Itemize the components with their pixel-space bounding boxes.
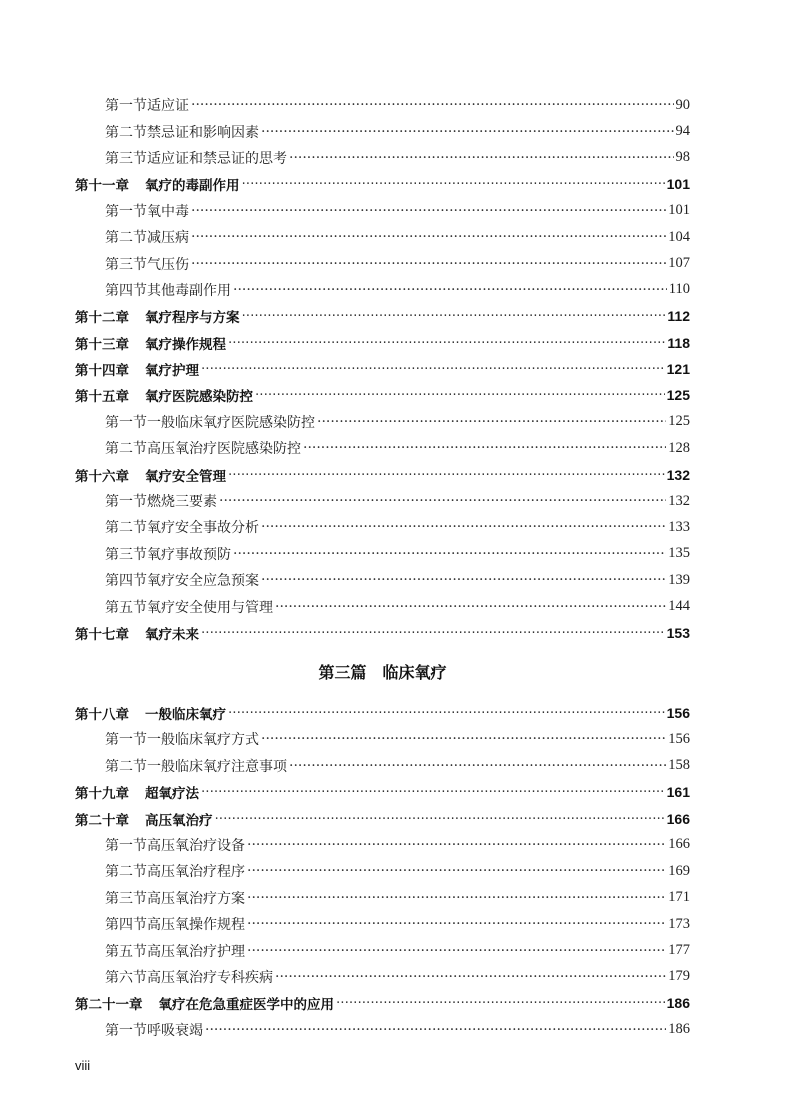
toc-section-entry[interactable]	[75, 726, 690, 752]
dot-leader	[242, 308, 666, 324]
toc-section-entry[interactable]	[75, 832, 690, 858]
entry-label: 第一节	[105, 837, 147, 854]
entry-title: 氧疗安全事故分析	[147, 520, 259, 537]
toc-section-entry[interactable]	[75, 937, 690, 963]
entry-title: 高压氧操作规程	[147, 917, 245, 934]
toc-section-entry[interactable]	[75, 753, 690, 779]
entry-title: 氧疗安全管理	[145, 468, 226, 485]
entry-page-number: 125	[668, 413, 690, 430]
entry-label: 第二节	[105, 124, 147, 141]
entry-label: 第三节	[105, 150, 147, 167]
entry-label: 第六节	[105, 969, 147, 986]
entry-page-number: 186	[666, 995, 690, 1012]
toc-section-entry[interactable]	[75, 911, 690, 937]
entry-page-number: 133	[668, 518, 690, 535]
entry-page-number: 94	[675, 123, 690, 140]
dot-leader	[228, 467, 665, 483]
entry-label: 第十三章	[75, 336, 129, 353]
entry-label: 第二节	[105, 230, 147, 247]
toc-section-entry[interactable]	[75, 885, 690, 911]
dot-leader	[289, 150, 674, 166]
toc-chapter-entry[interactable]	[75, 356, 690, 382]
entry-title: 气压伤	[147, 256, 189, 273]
toc-section-entry[interactable]	[75, 409, 690, 435]
entry-page-number: 179	[668, 968, 690, 985]
toc-section-entry[interactable]	[75, 277, 690, 303]
entry-label: 第三节	[105, 256, 147, 273]
entry-page-number: 101	[668, 202, 690, 219]
entry-title: 氧疗医院感染防控	[145, 389, 253, 406]
dot-leader	[191, 256, 666, 272]
entry-page-number: 177	[668, 942, 690, 958]
entry-title: 呼吸衰竭	[147, 1022, 203, 1039]
entry-label: 第一节	[105, 1022, 147, 1039]
entry-title: 一般临床氧疗注意事项	[147, 758, 287, 775]
toc-section-entry[interactable]	[75, 1016, 690, 1042]
entry-page-number: 153	[666, 625, 690, 641]
entry-label: 第四节	[105, 573, 147, 590]
entry-label: 第三节	[105, 546, 147, 563]
entry-label: 第一节	[105, 732, 147, 749]
entry-title: 减压病	[147, 230, 189, 247]
entry-page-number: 171	[668, 889, 690, 906]
dot-leader	[215, 811, 665, 827]
entry-page-number: 186	[668, 1021, 690, 1038]
dot-leader	[261, 731, 666, 747]
entry-page-number: 107	[668, 255, 690, 272]
dot-leader	[275, 599, 666, 615]
entry-label: 第十六章	[75, 468, 129, 485]
dot-leader	[228, 335, 665, 351]
entry-label: 第二十一章	[75, 997, 143, 1014]
entry-title: 一般临床氧疗医院感染防控	[147, 414, 315, 431]
entry-label: 第一节	[105, 98, 147, 115]
entry-page-number: 101	[666, 176, 690, 193]
entry-page-number: 169	[668, 862, 690, 879]
toc-section-entry[interactable]	[75, 541, 690, 567]
dot-leader	[247, 863, 666, 879]
dot-leader	[233, 282, 667, 298]
entry-label: 第十一章	[75, 178, 129, 195]
dot-leader	[201, 361, 665, 377]
entry-page-number: 104	[668, 228, 690, 245]
entry-label: 第四节	[105, 282, 147, 299]
toc-chapter-entry[interactable]	[75, 303, 690, 329]
entry-title: 一般临床氧疗	[145, 706, 226, 723]
entry-title: 其他毒副作用	[147, 282, 231, 299]
toc-list-part-two	[75, 92, 690, 646]
toc-section-entry[interactable]	[75, 92, 690, 118]
dot-leader	[303, 440, 666, 456]
entry-title: 超氧疗法	[145, 786, 199, 803]
entry-page-number: 90	[675, 96, 690, 113]
dot-leader	[247, 890, 666, 906]
toc-section-entry[interactable]	[75, 567, 690, 593]
entry-page-number: 144	[668, 598, 690, 615]
entry-page-number: 112	[667, 308, 690, 325]
toc-chapter-entry[interactable]	[75, 990, 690, 1016]
entry-page-number: 166	[668, 836, 690, 853]
dot-leader	[201, 625, 665, 641]
entry-label: 第二节	[105, 441, 147, 458]
entry-label: 第十七章	[75, 627, 129, 643]
dot-leader	[233, 546, 666, 562]
entry-title: 高压氧治疗程序	[147, 864, 245, 881]
entry-page-number: 166	[666, 810, 690, 827]
entry-page-number: 98	[675, 149, 690, 166]
page-number-folio: viii	[75, 1058, 91, 1073]
part-label: 第三篇	[318, 662, 367, 682]
entry-label: 第三节	[105, 890, 147, 907]
entry-label: 第二节	[105, 520, 147, 537]
entry-label: 第十四章	[75, 363, 129, 380]
dot-leader	[317, 414, 666, 430]
dot-leader	[275, 969, 666, 985]
toc-chapter-entry[interactable]	[75, 171, 690, 197]
entry-page-number: 173	[668, 915, 690, 932]
toc-section-entry[interactable]	[75, 198, 690, 224]
entry-label: 第二节	[105, 864, 147, 881]
toc-chapter-entry[interactable]	[75, 330, 690, 356]
toc-section-entry[interactable]	[75, 224, 690, 250]
dot-leader	[247, 943, 666, 959]
entry-page-number: 161	[666, 784, 690, 801]
dot-leader	[261, 519, 666, 535]
table-of-contents	[75, 92, 690, 1043]
dot-leader	[336, 995, 665, 1011]
dot-leader	[247, 837, 666, 853]
entry-label: 第二十章	[75, 812, 129, 829]
entry-label: 第一节	[105, 414, 147, 431]
entry-page-number: 132	[666, 466, 690, 483]
entry-title: 氧疗程序与方案	[145, 310, 240, 327]
entry-title: 氧疗安全应急预案	[147, 573, 259, 590]
toc-section-entry[interactable]	[75, 964, 690, 990]
entry-title: 氧中毒	[147, 203, 189, 220]
dot-leader	[201, 784, 665, 800]
entry-label: 第十九章	[75, 786, 129, 803]
entry-title: 高压氧治疗方案	[147, 890, 245, 907]
dot-leader	[191, 229, 666, 245]
toc-section-entry[interactable]	[75, 118, 690, 144]
entry-page-number: 139	[668, 571, 690, 588]
entry-title: 高压氧治疗护理	[147, 943, 245, 960]
dot-leader	[191, 203, 666, 219]
toc-section-entry[interactable]	[75, 593, 690, 619]
entry-page-number: 156	[666, 704, 690, 721]
entry-title: 燃烧三要素	[147, 494, 217, 511]
entry-page-number: 156	[668, 730, 690, 747]
entry-label: 第二节	[105, 758, 147, 775]
toc-chapter-entry[interactable]	[75, 620, 690, 646]
toc-section-entry[interactable]	[75, 145, 690, 171]
toc-section-entry[interactable]	[75, 514, 690, 540]
entry-page-number: 135	[668, 545, 690, 562]
entry-page-number: 110	[668, 281, 690, 298]
toc-chapter-entry[interactable]	[75, 700, 690, 726]
entry-title: 适应证和禁忌证的思考	[147, 150, 287, 167]
entry-label: 第一节	[105, 494, 147, 511]
entry-title: 氧疗在危急重症医学中的应用	[158, 997, 334, 1014]
dot-leader	[191, 97, 674, 113]
entry-page-number: 158	[668, 757, 690, 774]
entry-title: 氧疗操作规程	[145, 336, 226, 353]
entry-title: 一般临床氧疗方式	[147, 732, 259, 749]
dot-leader	[255, 387, 665, 403]
entry-title: 禁忌证和影响因素	[147, 124, 259, 141]
entry-page-number: 121	[666, 361, 690, 378]
toc-chapter-entry[interactable]	[75, 461, 690, 487]
toc-section-entry[interactable]	[75, 435, 690, 461]
dot-leader	[242, 176, 665, 192]
entry-page-number: 128	[668, 439, 690, 456]
entry-page-number: 132	[668, 492, 690, 509]
toc-chapter-entry[interactable]	[75, 382, 690, 408]
dot-leader	[247, 916, 666, 932]
toc-section-entry[interactable]	[75, 488, 690, 514]
entry-page-number: 125	[666, 387, 690, 404]
entry-label: 第十八章	[75, 706, 129, 723]
entry-title: 氧疗的毒副作用	[145, 178, 240, 195]
entry-page-number: 118	[667, 334, 690, 351]
toc-chapter-entry[interactable]	[75, 779, 690, 805]
entry-title: 高压氧治疗专科疾病	[147, 969, 273, 986]
dot-leader	[261, 124, 674, 140]
dot-leader	[205, 1022, 666, 1038]
entry-label: 第十二章	[75, 310, 129, 327]
entry-title: 适应证	[147, 98, 189, 115]
entry-title: 高压氧治疗医院感染防控	[147, 441, 301, 458]
entry-title: 氧疗安全使用与管理	[147, 599, 273, 616]
entry-label: 第一节	[105, 203, 147, 220]
entry-title: 氧疗未来	[145, 627, 199, 643]
dot-leader	[219, 493, 666, 509]
dot-leader	[289, 758, 666, 774]
dot-leader	[228, 705, 665, 721]
toc-section-entry[interactable]	[75, 250, 690, 276]
entry-label: 第五节	[105, 599, 147, 616]
toc-chapter-entry[interactable]	[75, 805, 690, 831]
toc-section-entry[interactable]	[75, 858, 690, 884]
toc-list-part-three	[75, 700, 690, 1043]
entry-title: 高压氧治疗设备	[147, 837, 245, 854]
entry-title: 高压氧治疗	[145, 812, 213, 829]
part-title: 临床氧疗	[382, 662, 447, 682]
entry-label: 第四节	[105, 917, 147, 934]
part-heading	[75, 646, 690, 700]
entry-title: 氧疗事故预防	[147, 546, 231, 563]
entry-label: 第五节	[105, 943, 147, 960]
dot-leader	[261, 572, 666, 588]
entry-label: 第十五章	[75, 389, 129, 406]
entry-title: 氧疗护理	[145, 363, 199, 380]
